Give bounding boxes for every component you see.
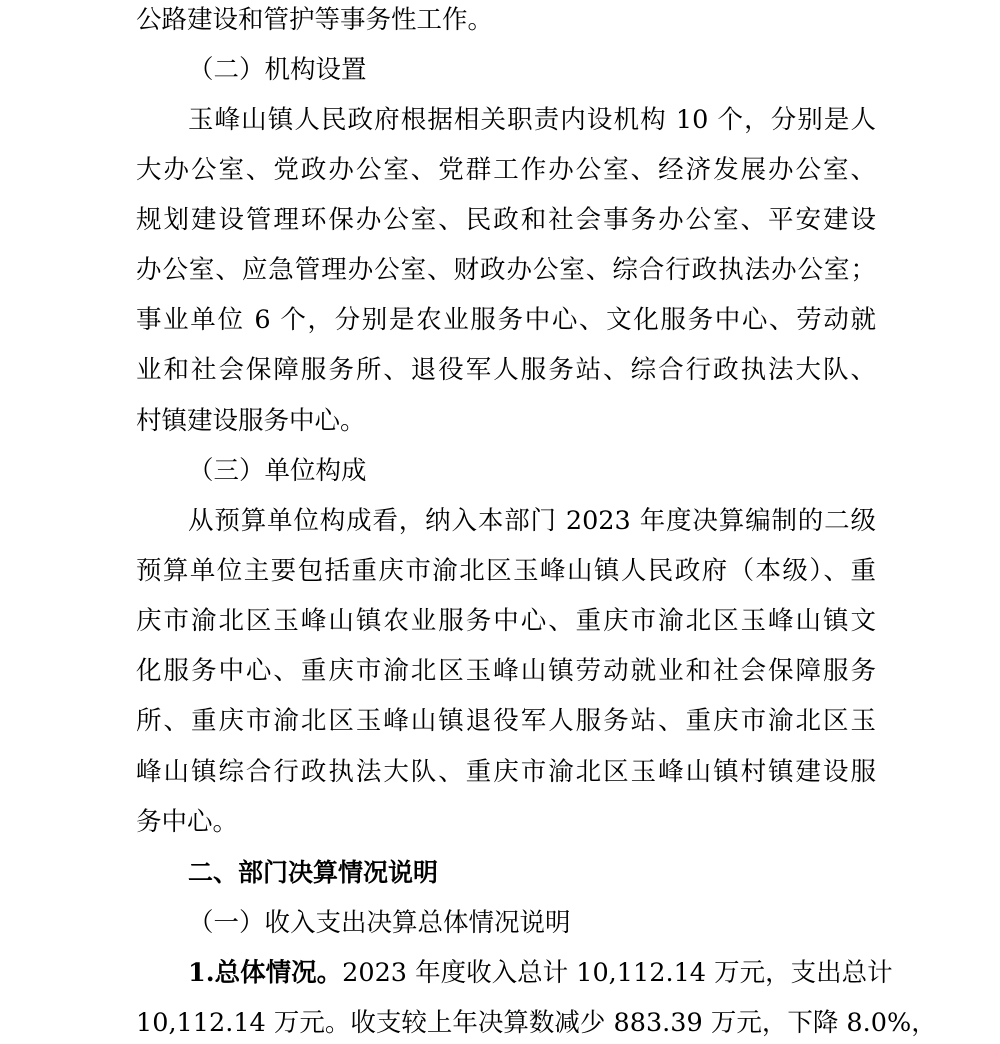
paragraph-line: 规划建设管理环保办公室、民政和社会事务办公室、平安建设 — [136, 205, 876, 235]
paragraph-line-rest: 2023 年度收入总计 10,112.14 万元，支出总计 — [342, 958, 893, 988]
paragraph-line: 峰山镇综合行政执法大队、重庆市渝北区玉峰山镇村镇建设服 — [136, 757, 876, 787]
bold-lead-text: 1.总体情况。 — [188, 958, 343, 988]
paragraph-line: 化服务中心、重庆市渝北区玉峰山镇劳动就业和社会保障服务 — [136, 656, 876, 686]
paragraph-line: 业和社会保障服务所、退役军人服务站、综合行政执法大队、 — [136, 355, 876, 385]
paragraph-line: 所、重庆市渝北区玉峰山镇退役军人服务站、重庆市渝北区玉 — [136, 706, 876, 736]
paragraph-line: 公路建设和管护等事务性工作。 — [136, 5, 494, 35]
paragraph-line: 从预算单位构成看，纳入本部门 2023 年度决算编制的二级 — [188, 506, 876, 536]
paragraph-line: 办公室、应急管理办公室、财政办公室、综合行政执法办公室； — [136, 255, 876, 285]
paragraph-line: 庆市渝北区玉峰山镇农业服务中心、重庆市渝北区玉峰山镇文 — [136, 606, 876, 636]
paragraph-line: 大办公室、党政办公室、党群工作办公室、经济发展办公室、 — [136, 155, 876, 185]
paragraph-line: 事业单位 6 个，分别是农业服务中心、文化服务中心、劳动就 — [136, 305, 876, 335]
paragraph-line-overall — [188, 955, 893, 991]
paragraph-line: 10,112.14 万元。收支较上年决算数减少 883.39 万元，下降 8.0%， — [136, 1008, 937, 1038]
paragraph-line: 预算单位主要包括重庆市渝北区玉峰山镇人民政府（本级）、重 — [136, 556, 876, 586]
paragraph-line: 玉峰山镇人民政府根据相关职责内设机构 10 个，分别是人 — [188, 105, 876, 135]
section-heading-unit-composition: （三）单位构成 — [188, 456, 367, 486]
section-heading-institution-setup: （二）机构设置 — [188, 55, 367, 85]
paragraph-line: 村镇建设服务中心。 — [136, 406, 366, 436]
section-heading-income-expenditure: （一）收入支出决算总体情况说明 — [188, 908, 571, 938]
paragraph-line: 务中心。 — [136, 807, 239, 837]
chapter-heading-final-accounts: 二、部门决算情况说明 — [188, 858, 439, 887]
